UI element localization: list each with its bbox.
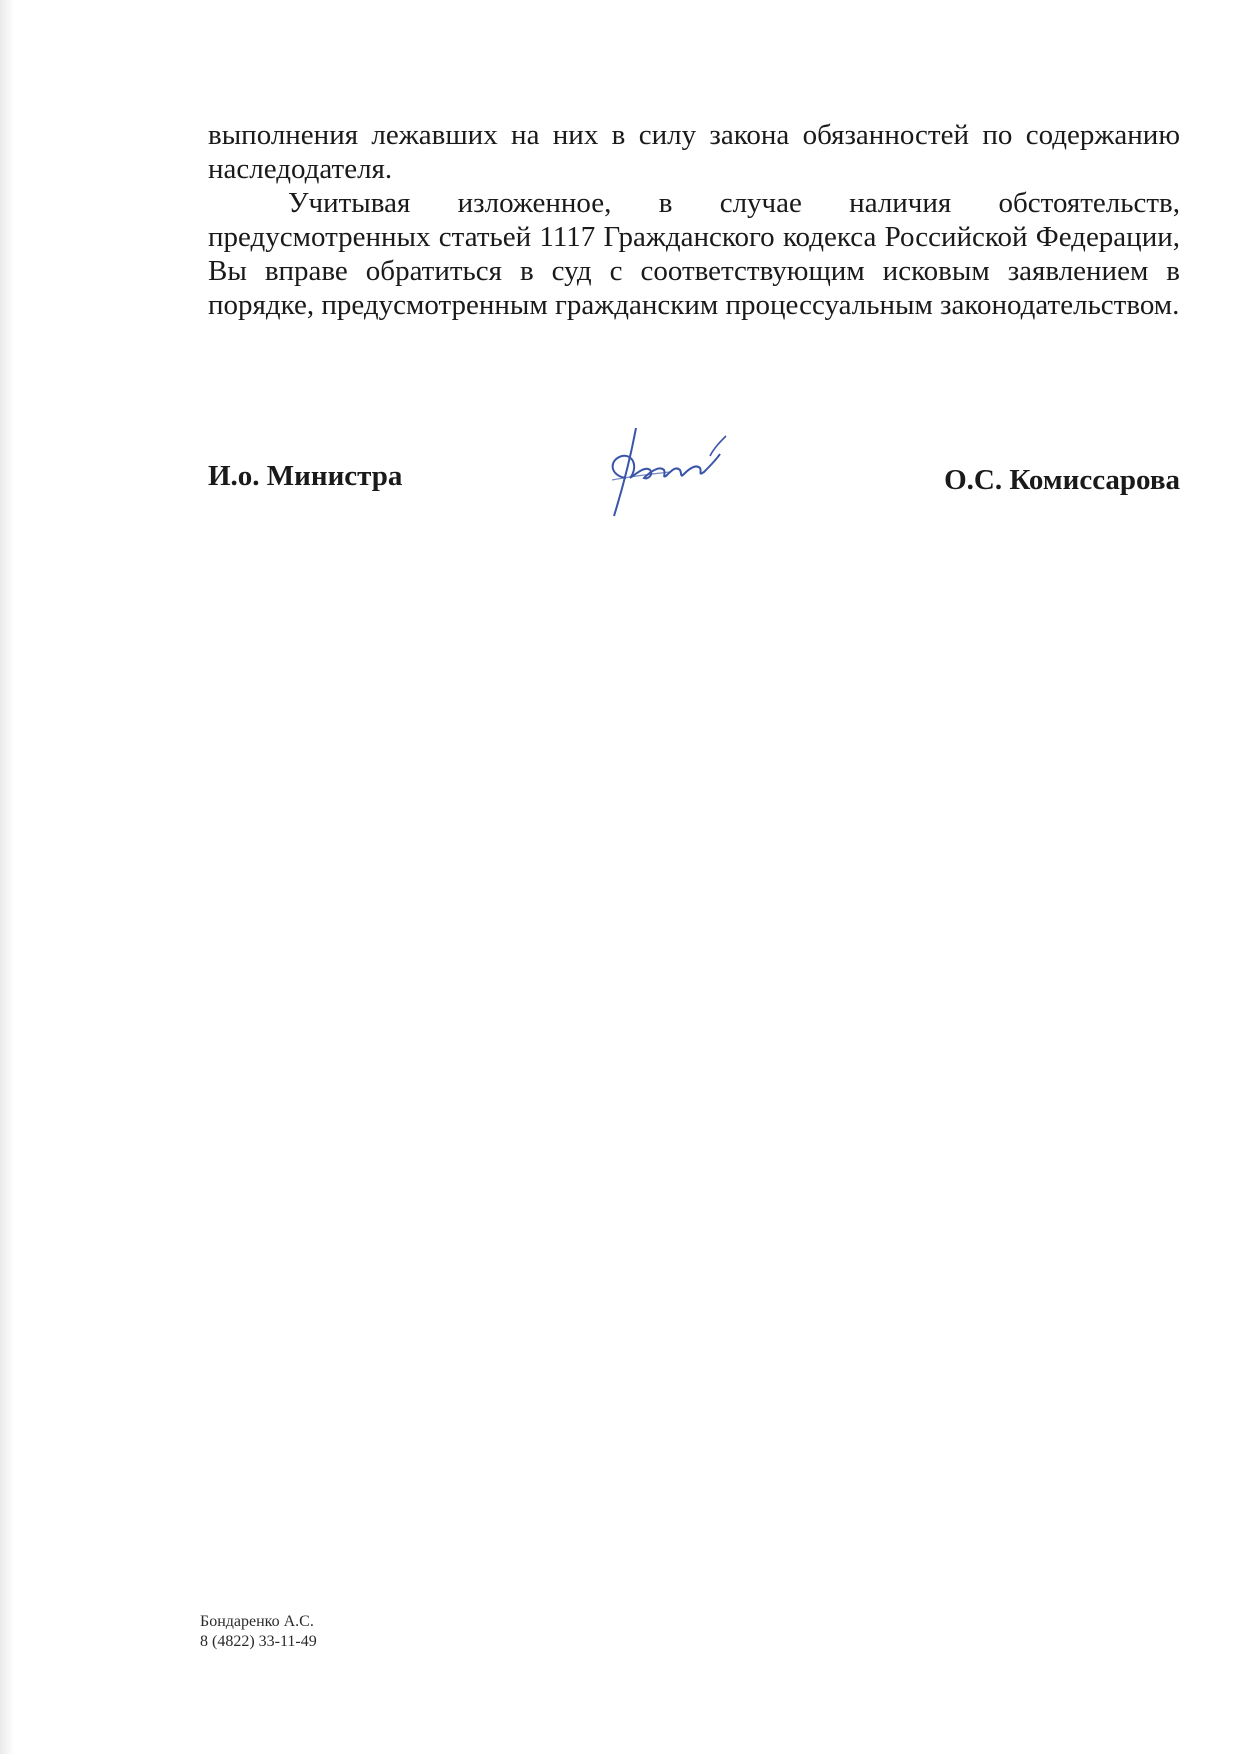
paragraph-continuation: выполнения лежавших на них в силу закона обязанностей по содержанию наследодателя. — [208, 119, 1180, 185]
letter-body — [208, 118, 1180, 322]
executor-name: Бондаренко А.С. — [200, 1613, 314, 1630]
executor-phone: 8 (4822) 33-11-49 — [200, 1633, 317, 1650]
signer-name: О.С. Комиссарова — [944, 464, 1180, 496]
signature-block — [208, 420, 1180, 530]
signer-position: И.о. Министра — [208, 460, 403, 492]
executor-contact — [200, 1612, 317, 1652]
paragraph-conclusion: Учитывая изложенное, в случае наличия обстоятельств, предусмотренных статьей 1117 Гражданского кодекса Российской Федерации, Вы вправе обратиться в суд с соответствующим исковым заявлением в порядке, предусмотренным гражданским процессуальным законодательством. — [208, 187, 1180, 321]
scan-edge-shadow — [0, 0, 14, 1754]
handwritten-signature — [592, 420, 742, 520]
